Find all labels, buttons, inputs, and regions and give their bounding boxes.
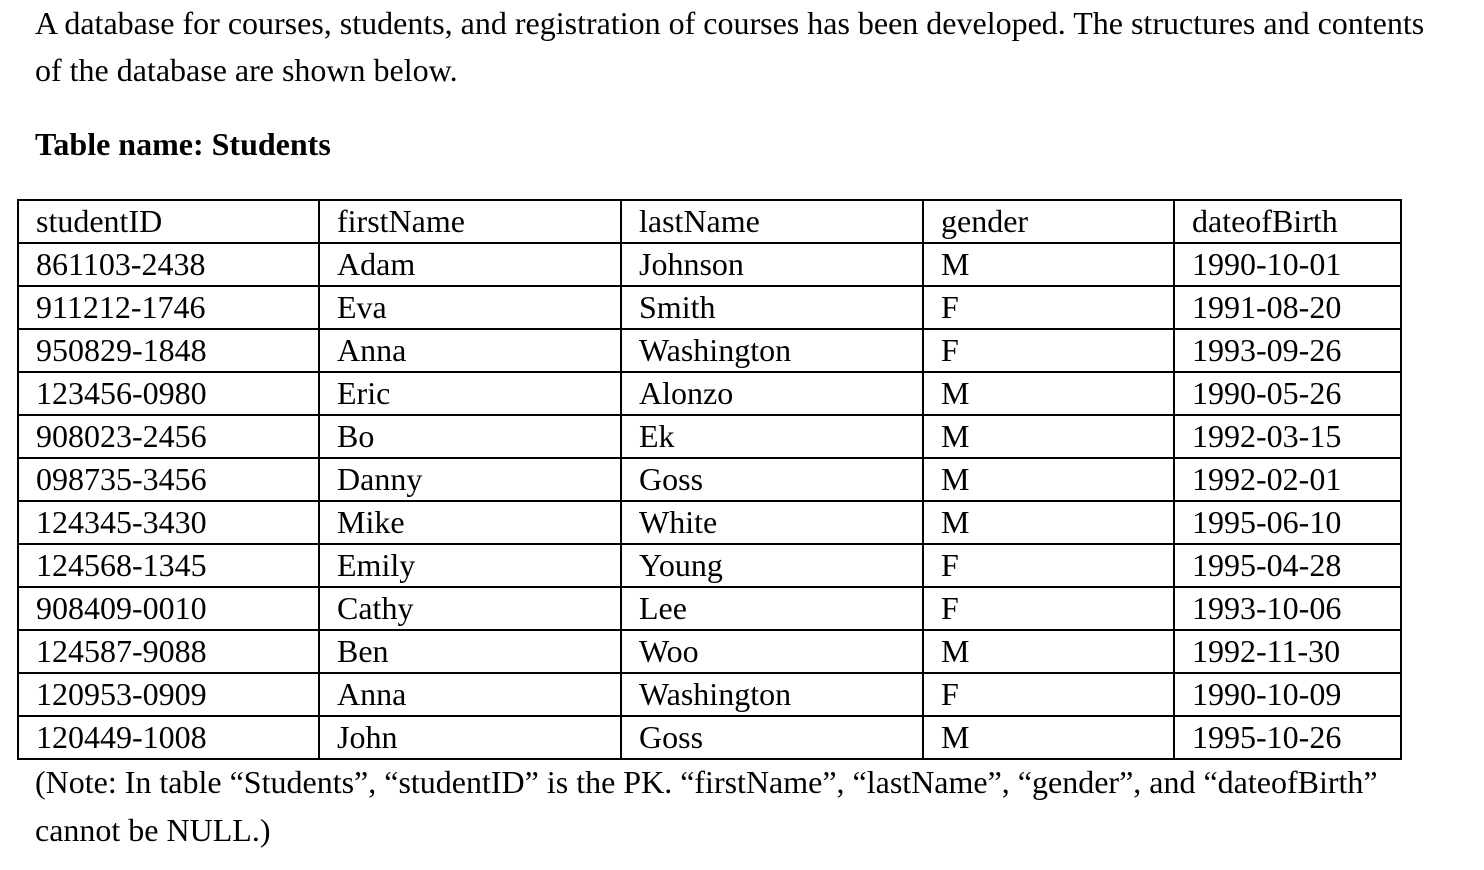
cell-date-of-birth: 1991-08-20 [1174,286,1401,329]
table-row [18,329,1401,372]
cell-first-name: Eva [319,286,621,329]
cell-date-of-birth: 1993-10-06 [1174,587,1401,630]
table-row [18,544,1401,587]
cell-last-name: Woo [621,630,923,673]
cell-date-of-birth: 1992-11-30 [1174,630,1401,673]
cell-gender: M [923,372,1174,415]
cell-date-of-birth: 1992-02-01 [1174,458,1401,501]
table-row [18,587,1401,630]
table-row [18,501,1401,544]
cell-first-name: John [319,716,621,759]
students-table [17,199,1402,760]
cell-first-name: Bo [319,415,621,458]
cell-gender: M [923,243,1174,286]
cell-date-of-birth: 1995-10-26 [1174,716,1401,759]
cell-first-name: Mike [319,501,621,544]
cell-last-name: Lee [621,587,923,630]
cell-date-of-birth: 1992-03-15 [1174,415,1401,458]
table-row [18,716,1401,759]
cell-first-name: Danny [319,458,621,501]
table-row [18,630,1401,673]
table-row [18,243,1401,286]
cell-student-id: 908409-0010 [18,587,319,630]
cell-first-name: Eric [319,372,621,415]
cell-date-of-birth: 1990-10-09 [1174,673,1401,716]
cell-last-name: Goss [621,458,923,501]
cell-student-id: 120449-1008 [18,716,319,759]
cell-student-id: 861103-2438 [18,243,319,286]
cell-date-of-birth: 1990-05-26 [1174,372,1401,415]
cell-first-name: Emily [319,544,621,587]
cell-student-id: 124345-3430 [18,501,319,544]
cell-gender: F [923,673,1174,716]
header-cell-first-name: firstName [319,200,621,243]
cell-gender: F [923,544,1174,587]
table-body [18,243,1401,759]
cell-last-name: Goss [621,716,923,759]
cell-first-name: Cathy [319,587,621,630]
table-row [18,372,1401,415]
cell-gender: M [923,458,1174,501]
cell-date-of-birth: 1993-09-26 [1174,329,1401,372]
header-cell-last-name: lastName [621,200,923,243]
table-title: Table name: Students [35,126,331,162]
table-header-row [18,200,1401,243]
cell-last-name: Johnson [621,243,923,286]
cell-gender: M [923,501,1174,544]
table-note: (Note: In table “Students”, “studentID” is the PK. “firstName”, “lastName”, “gender”, and “dateofBirth” cannot be NULL.) [35,764,1378,848]
cell-last-name: Washington [621,329,923,372]
cell-first-name: Adam [319,243,621,286]
header-cell-date-of-birth: dateofBirth [1174,200,1401,243]
cell-date-of-birth: 1990-10-01 [1174,243,1401,286]
cell-last-name: White [621,501,923,544]
cell-student-id: 098735-3456 [18,458,319,501]
cell-student-id: 950829-1848 [18,329,319,372]
cell-gender: F [923,286,1174,329]
cell-date-of-birth: 1995-06-10 [1174,501,1401,544]
cell-gender: M [923,415,1174,458]
cell-student-id: 908023-2456 [18,415,319,458]
cell-last-name: Young [621,544,923,587]
cell-gender: F [923,587,1174,630]
cell-gender: F [923,329,1174,372]
cell-last-name: Washington [621,673,923,716]
cell-first-name: Anna [319,329,621,372]
cell-first-name: Ben [319,630,621,673]
table-row [18,673,1401,716]
cell-student-id: 120953-0909 [18,673,319,716]
table-row [18,458,1401,501]
cell-gender: M [923,716,1174,759]
cell-student-id: 124568-1345 [18,544,319,587]
header-cell-student-id: studentID [18,200,319,243]
cell-student-id: 123456-0980 [18,372,319,415]
cell-last-name: Smith [621,286,923,329]
cell-first-name: Anna [319,673,621,716]
cell-student-id: 911212-1746 [18,286,319,329]
cell-last-name: Ek [621,415,923,458]
table-row [18,415,1401,458]
table-row [18,286,1401,329]
cell-student-id: 124587-9088 [18,630,319,673]
intro-paragraph: A database for courses, students, and registration of courses has been developed. The structures and contents of the database are shown below. [35,5,1425,88]
cell-date-of-birth: 1995-04-28 [1174,544,1401,587]
header-cell-gender: gender [923,200,1174,243]
cell-gender: M [923,630,1174,673]
cell-last-name: Alonzo [621,372,923,415]
